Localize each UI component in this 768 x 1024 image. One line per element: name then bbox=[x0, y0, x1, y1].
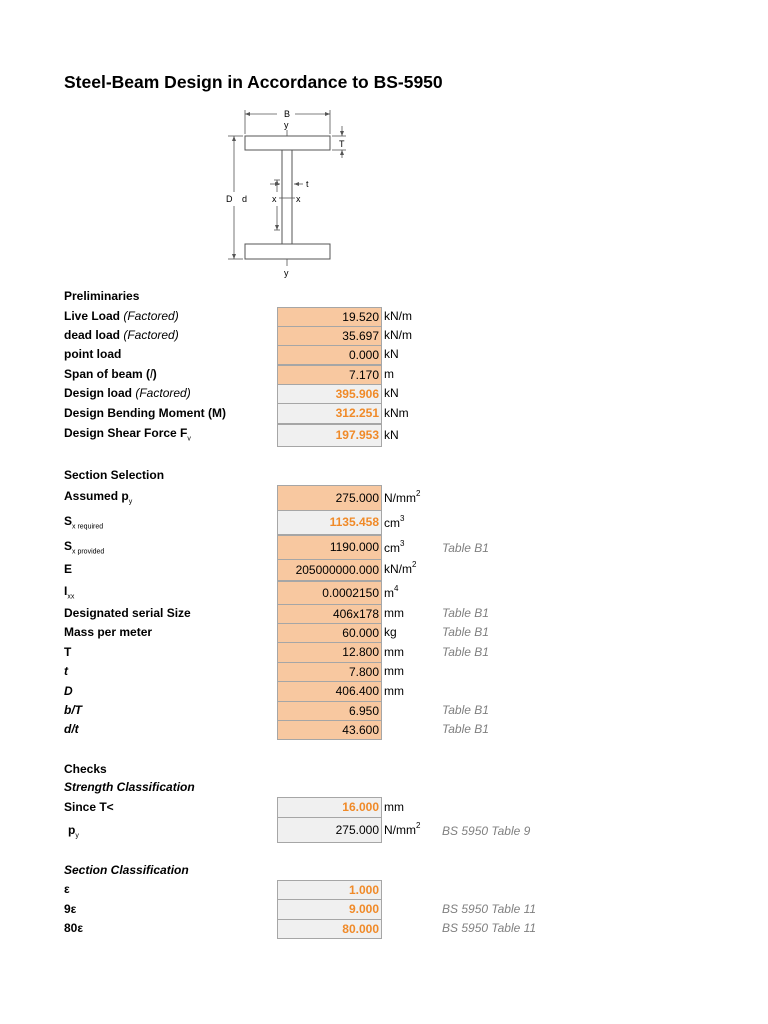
epsilon-value: 1.000 bbox=[277, 880, 382, 900]
label-assumed-py: Assumed $p_y$ bbox=[64, 489, 133, 506]
label-d: d bbox=[242, 194, 248, 204]
sx-provided-value[interactable]: 1190.000 bbox=[277, 535, 382, 560]
9-epsilon-value: 9.000 bbox=[277, 899, 382, 920]
label-y-top: y bbox=[284, 120, 289, 130]
T-ref: Table B1 bbox=[442, 645, 489, 659]
design-load-value: 395.906 bbox=[277, 384, 382, 404]
80-epsilon-value: 80.000 bbox=[277, 919, 382, 939]
label-t: t bbox=[306, 179, 309, 189]
label-design-moment: Design Bending Moment (M) bbox=[64, 406, 226, 420]
label-T: T bbox=[339, 139, 345, 149]
label-sx-required: $S_{x required}$ bbox=[64, 514, 104, 531]
9-epsilon-ref: BS 5950 Table 11 bbox=[442, 902, 537, 916]
Ixx-unit: $m^4$ bbox=[384, 584, 399, 600]
design-moment-value: 312.251 bbox=[277, 403, 382, 424]
label-since-T: Since T< bbox=[64, 800, 114, 814]
page-title: Steel-Beam Design in Accordance to BS-5950 bbox=[64, 72, 443, 92]
label-mass: Mass per meter bbox=[64, 625, 153, 639]
checks-py-value: 275.000 bbox=[277, 817, 382, 843]
assumed-py-value[interactable]: 275.000 bbox=[277, 485, 382, 511]
serial-size-unit: mm bbox=[384, 606, 404, 620]
t-unit: mm bbox=[384, 664, 404, 678]
heading-strength-classification: Strength Classification bbox=[64, 780, 195, 794]
bottom-flange bbox=[245, 244, 330, 259]
mass-ref: Table B1 bbox=[442, 625, 489, 639]
heading-checks: Checks bbox=[64, 762, 107, 776]
sx-required-unit: $cm^3$ bbox=[384, 514, 405, 530]
span-unit: m bbox=[384, 367, 394, 381]
label-dt: d/t bbox=[64, 722, 79, 736]
design-shear-unit: kN bbox=[384, 428, 399, 442]
label-design-shear: Design Shear Force $F_v$ bbox=[64, 426, 191, 443]
Ixx-value[interactable]: 0.0002150 bbox=[277, 581, 382, 605]
dt-ref: Table B1 bbox=[442, 722, 489, 736]
label-D: D bbox=[226, 194, 233, 204]
design-moment-unit: kNm bbox=[384, 406, 409, 420]
label-x-right: x bbox=[296, 194, 301, 204]
T-unit: mm bbox=[384, 645, 404, 659]
label-design-load: Design load (Factored) bbox=[64, 386, 191, 400]
bT-ref: Table B1 bbox=[442, 703, 489, 717]
web bbox=[282, 150, 292, 244]
point-load-value[interactable]: 0.000 bbox=[277, 345, 382, 365]
design-load-unit: kN bbox=[384, 386, 399, 400]
label-9-epsilon: 9ε bbox=[64, 902, 77, 916]
since-T-unit: mm bbox=[384, 800, 404, 814]
E-value[interactable]: 205000000.000 bbox=[277, 559, 382, 581]
label-t: t bbox=[64, 664, 68, 678]
point-load-unit: kN bbox=[384, 347, 399, 361]
80-epsilon-ref: BS 5950 Table 11 bbox=[442, 921, 537, 935]
D-unit: mm bbox=[384, 684, 404, 698]
sx-provided-ref: Table B1 bbox=[442, 541, 489, 555]
i-beam-section-diagram bbox=[215, 104, 370, 279]
label-point-load: point load bbox=[64, 347, 122, 361]
heading-preliminaries: Preliminaries bbox=[64, 289, 140, 303]
sx-provided-unit: $cm^3$ bbox=[384, 539, 405, 555]
label-80-epsilon: 80ε bbox=[64, 921, 84, 935]
dead-load-unit: kN/m bbox=[384, 328, 412, 342]
label-serial-size: Designated serial Size bbox=[64, 606, 191, 620]
label-span: Span of beam (l) bbox=[64, 367, 157, 381]
label-epsilon: ε bbox=[64, 882, 70, 896]
label-T: T bbox=[64, 645, 72, 659]
mass-value[interactable]: 60.000 bbox=[277, 623, 382, 643]
sx-required-value: 1135.458 bbox=[277, 510, 382, 535]
since-T-value: 16.000 bbox=[277, 797, 382, 818]
span-value[interactable]: 7.170 bbox=[277, 365, 382, 385]
label-x-left: x bbox=[272, 194, 277, 204]
label-Ixx: $I_{xx}$ bbox=[64, 584, 75, 601]
live-load-unit: kN/m bbox=[384, 309, 412, 323]
mass-unit: kg bbox=[384, 625, 397, 639]
design-shear-value: 197.953 bbox=[277, 424, 382, 447]
dead-load-value[interactable]: 35.697 bbox=[277, 326, 382, 346]
label-B: B bbox=[284, 109, 291, 119]
label-bT: b/T bbox=[64, 703, 82, 717]
E-unit: $kN/m^2$ bbox=[384, 560, 417, 576]
serial-size-ref: Table B1 bbox=[442, 606, 489, 620]
dt-value[interactable]: 43.600 bbox=[277, 720, 382, 740]
label-y-bottom: y bbox=[284, 268, 289, 278]
label-checks-py: $p_y$ bbox=[68, 823, 79, 840]
checks-py-unit: $N/mm^2$ bbox=[384, 821, 421, 837]
top-flange bbox=[245, 136, 330, 150]
label-E: E bbox=[64, 562, 73, 576]
T-value[interactable]: 12.800 bbox=[277, 642, 382, 663]
checks-py-ref: BS 5950 Table 9 bbox=[442, 824, 531, 838]
label-live-load: Live Load (Factored) bbox=[64, 309, 179, 323]
label-dead-load: dead load (Factored) bbox=[64, 328, 179, 342]
heading-section-classification: Section Classification bbox=[64, 863, 189, 877]
bT-value[interactable]: 6.950 bbox=[277, 701, 382, 721]
D-value[interactable]: 406.400 bbox=[277, 681, 382, 702]
serial-size-value[interactable]: 406x178 bbox=[277, 604, 382, 624]
label-D: D bbox=[64, 684, 73, 698]
label-sx-provided: $S_{x provided}$ bbox=[64, 539, 105, 556]
assumed-py-unit: $N/mm^2$ bbox=[384, 489, 421, 505]
t-value[interactable]: 7.800 bbox=[277, 662, 382, 682]
live-load-value[interactable]: 19.520 bbox=[277, 307, 382, 327]
heading-section-selection: Section Selection bbox=[64, 468, 165, 482]
